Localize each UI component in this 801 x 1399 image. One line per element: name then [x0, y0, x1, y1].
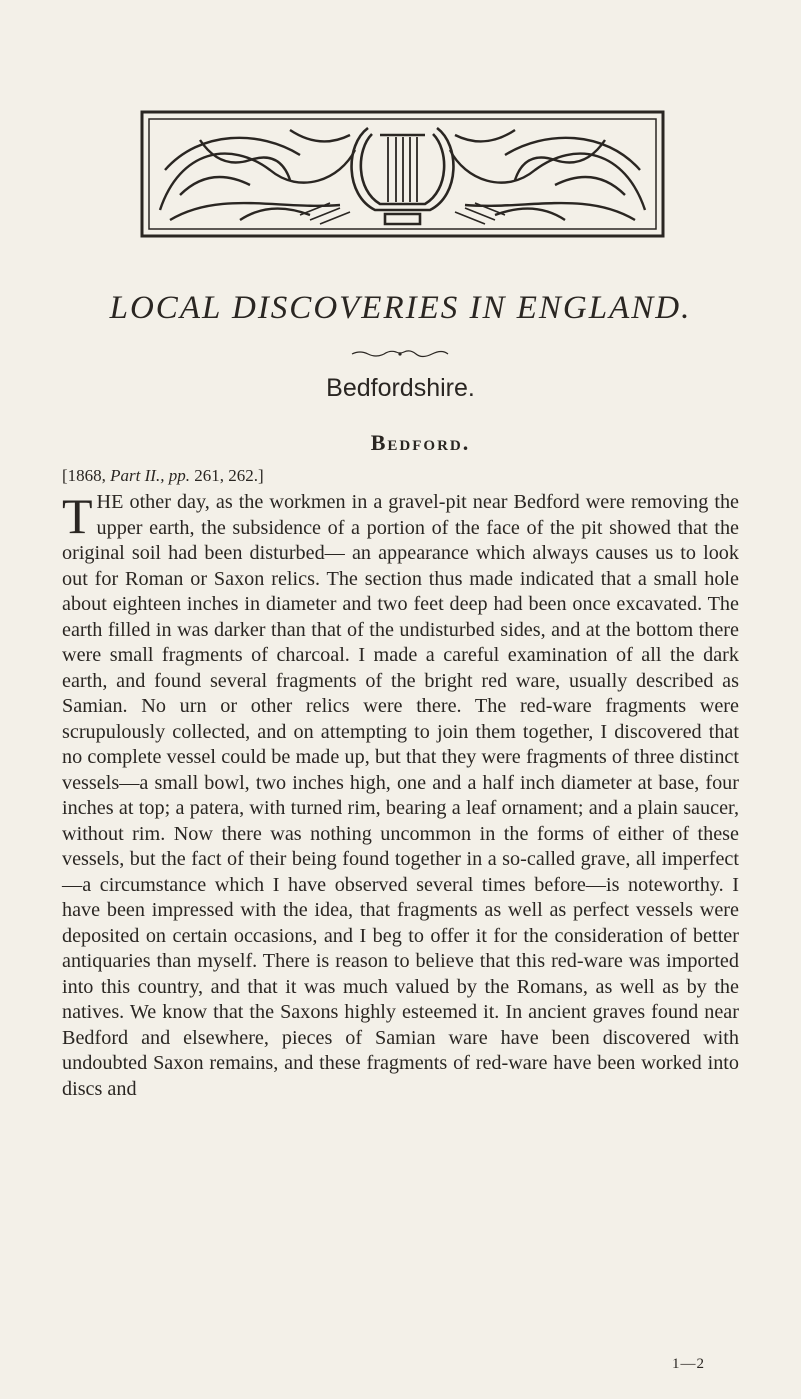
article-text: HE other day, as the workmen in a gravel-pit near Bedford were removing the upper earth, the subsidence of a portion of the face of the pit showed that the original soil had been disturbed— an appearance which always causes us to look out for Roman or Saxon relics. The section thus made indicated that a small hole about eighteen inches in diameter and two feet deep had been once excavated. The earth filled in was darker than that of the undisturbed sides, and at the bottom there were small fragments of charcoal. I made a careful examination of all the dark earth, and found several fragments of the bright red ware, usually described as Samian. No urn or other relics were there. The red-ware fragments were scrupulously collected, and on attempting to join them together, I discovered that no complete vessel could be made up, but that they were fragments of three distinct vessels—a small bowl, two inches high, one and a half inch diameter at base, four inches at top; a patera, with turned rim, bearing a leaf ornament; and a plain saucer, without rim. Now there was nothing uncommon in the forms of either of these vessels, but the fact of their being found together in a so-called grave, all imperfect—a circumstance which I have observed several times before—is noteworthy. I have been impressed with the idea, that fragments as well as perfect vessels were deposited on certain occasions, and I beg to offer it for the consideration of better antiquaries than myself. There is reason to believe that this red-ware was imported into this country, and that it was much valued by the Romans, as well as by the natives. We know that the Saxons highly esteemed it. In ancient graves found near Bedford and elsewhere, pieces of Samian ware have been discovered with undoubted Saxon remains, and these fragments of red-ware have been worked into discs and — [62, 491, 739, 1100]
page-title: LOCAL DISCOVERIES IN ENGLAND. — [109, 290, 692, 326]
source-citation — [62, 466, 264, 486]
ornamental-headpiece — [140, 110, 665, 238]
article-body — [62, 490, 739, 1102]
citation-part: Part II., pp. — [110, 466, 190, 485]
decorative-rule-icon — [350, 349, 450, 359]
drop-cap: T — [62, 488, 93, 544]
place-heading: Bedford. — [370, 430, 471, 455]
citation-pages: 261, 262.] — [194, 466, 264, 485]
lyre-ornament-icon — [140, 110, 665, 238]
citation-year: [1868, — [62, 466, 106, 485]
county-heading: Bedfordshire. — [326, 374, 475, 402]
signature-mark: 1—2 — [672, 1356, 705, 1372]
